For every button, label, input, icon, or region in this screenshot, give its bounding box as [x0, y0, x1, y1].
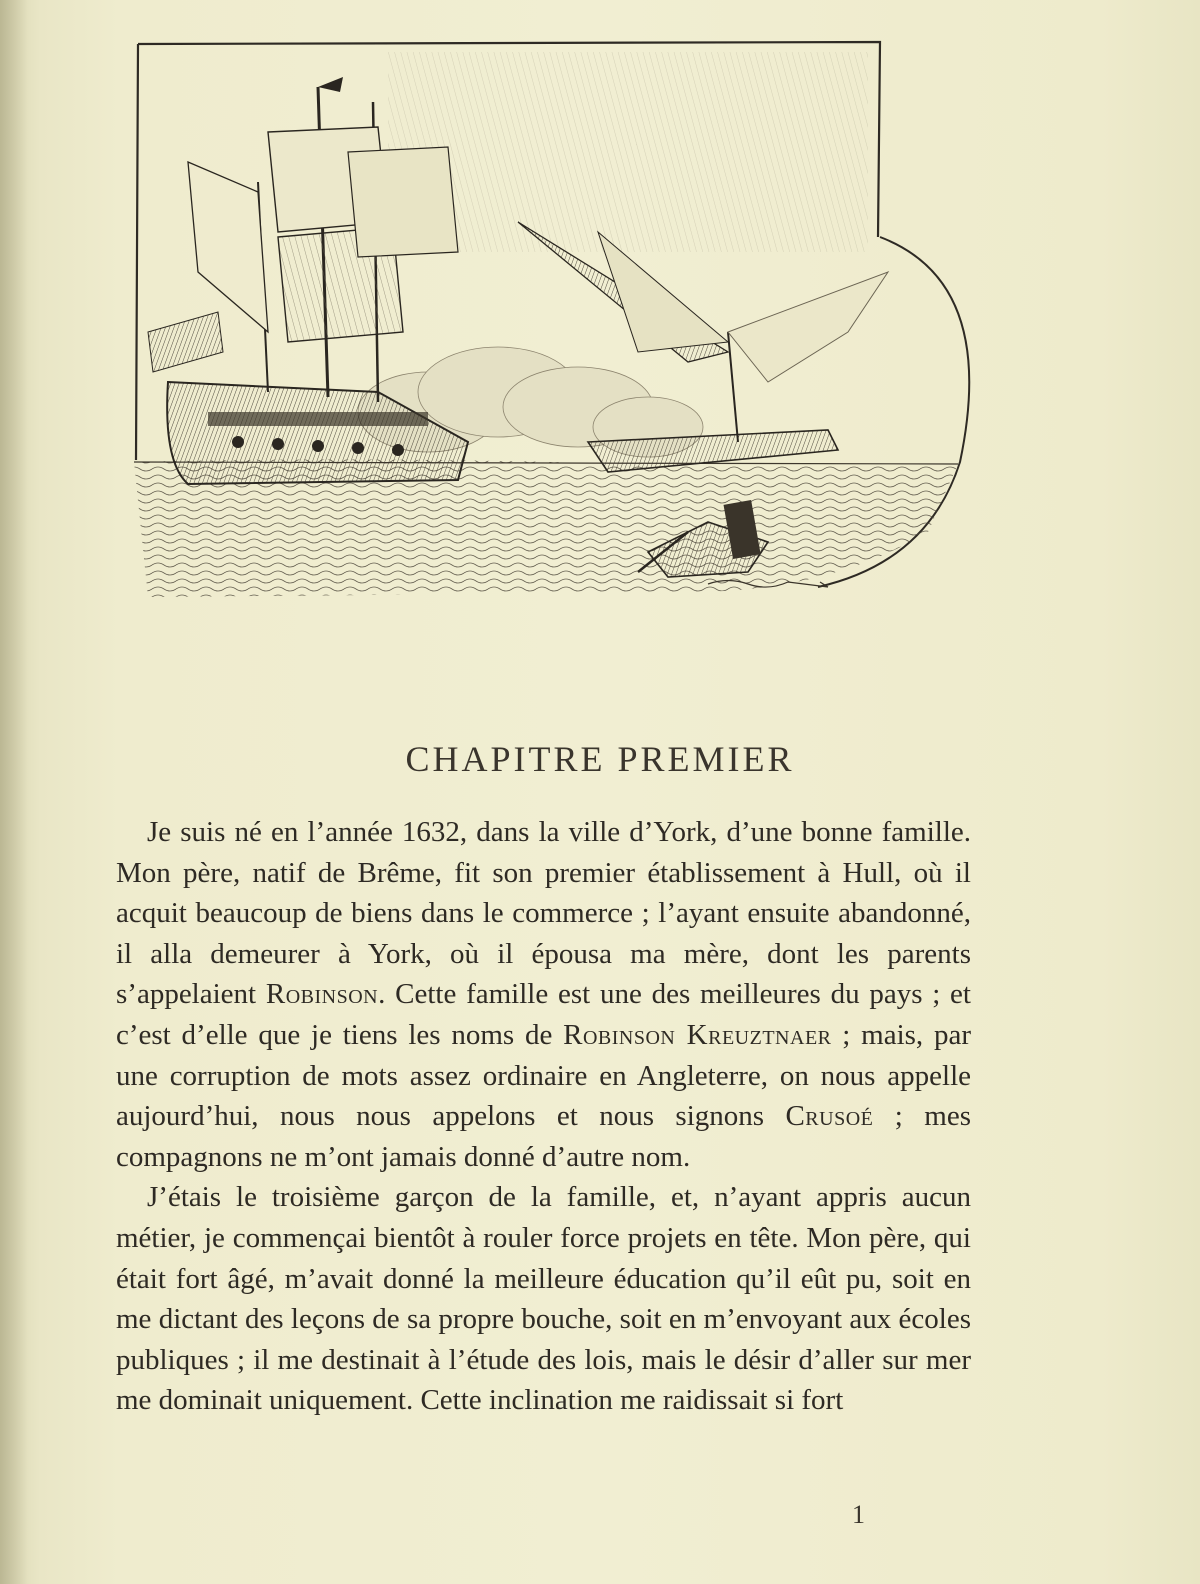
paragraph-1 — [116, 812, 971, 1177]
paragraph-1-mid2: ; mais, par une corruption de mots assez ordinaire en Angleterre, on nous appelle aujourd’hui, nous nous appelons et nous signons — [116, 1018, 971, 1133]
page-number: 1 — [852, 1500, 865, 1529]
chapter-title: CHAPITRE PREMIER — [405, 739, 795, 779]
sky-shading — [388, 52, 868, 252]
paragraph-1-intro: Je suis né en l’année 1632, dans la ville d’York, d’une bonne famille. Mon père, natif de Brême, fit son premier établissement à Hull, où il acquit beaucoup de biens dans le commerce ; l’ayant ensuite abandonné, il alla demeurer à York, où il épousa ma mère, dont les parents s’appelaient — [116, 816, 971, 1011]
paragraph-1-mid1: . Cette famille est une des meilleures du pays ; et c’est d’elle que je tiens les noms de — [116, 978, 971, 1051]
name-robinson: Robinson — [265, 978, 379, 1011]
naval-battle-illustration — [128, 32, 978, 622]
page-gutter-shadow — [0, 0, 28, 1584]
paragraph-1-end: ; mes compagnons ne m’ont jamais donné d’autre nom. — [116, 1100, 971, 1173]
body-text — [116, 812, 971, 1421]
name-crusoe: Crusoé — [785, 1100, 874, 1133]
name-robinson-kreuztnaer: Robinson Kreuztnaer — [563, 1018, 832, 1051]
paragraph-2: J’étais le troisième garçon de la famille, et, n’ayant appris aucun métier, je commençai bientôt à rouler force projets en tête. Mon père, qui était fort âgé, m’avait donné la meilleure éducation qu’il eût pu, soit en me dictant des leçons de sa propre bouche, soit en m’envoyant aux écoles publiques ; il me destinait à l’étude des lois, mais le désir d’aller sur mer me dominait uniquement. Cette inclination me raidissait si fort — [116, 1181, 971, 1417]
